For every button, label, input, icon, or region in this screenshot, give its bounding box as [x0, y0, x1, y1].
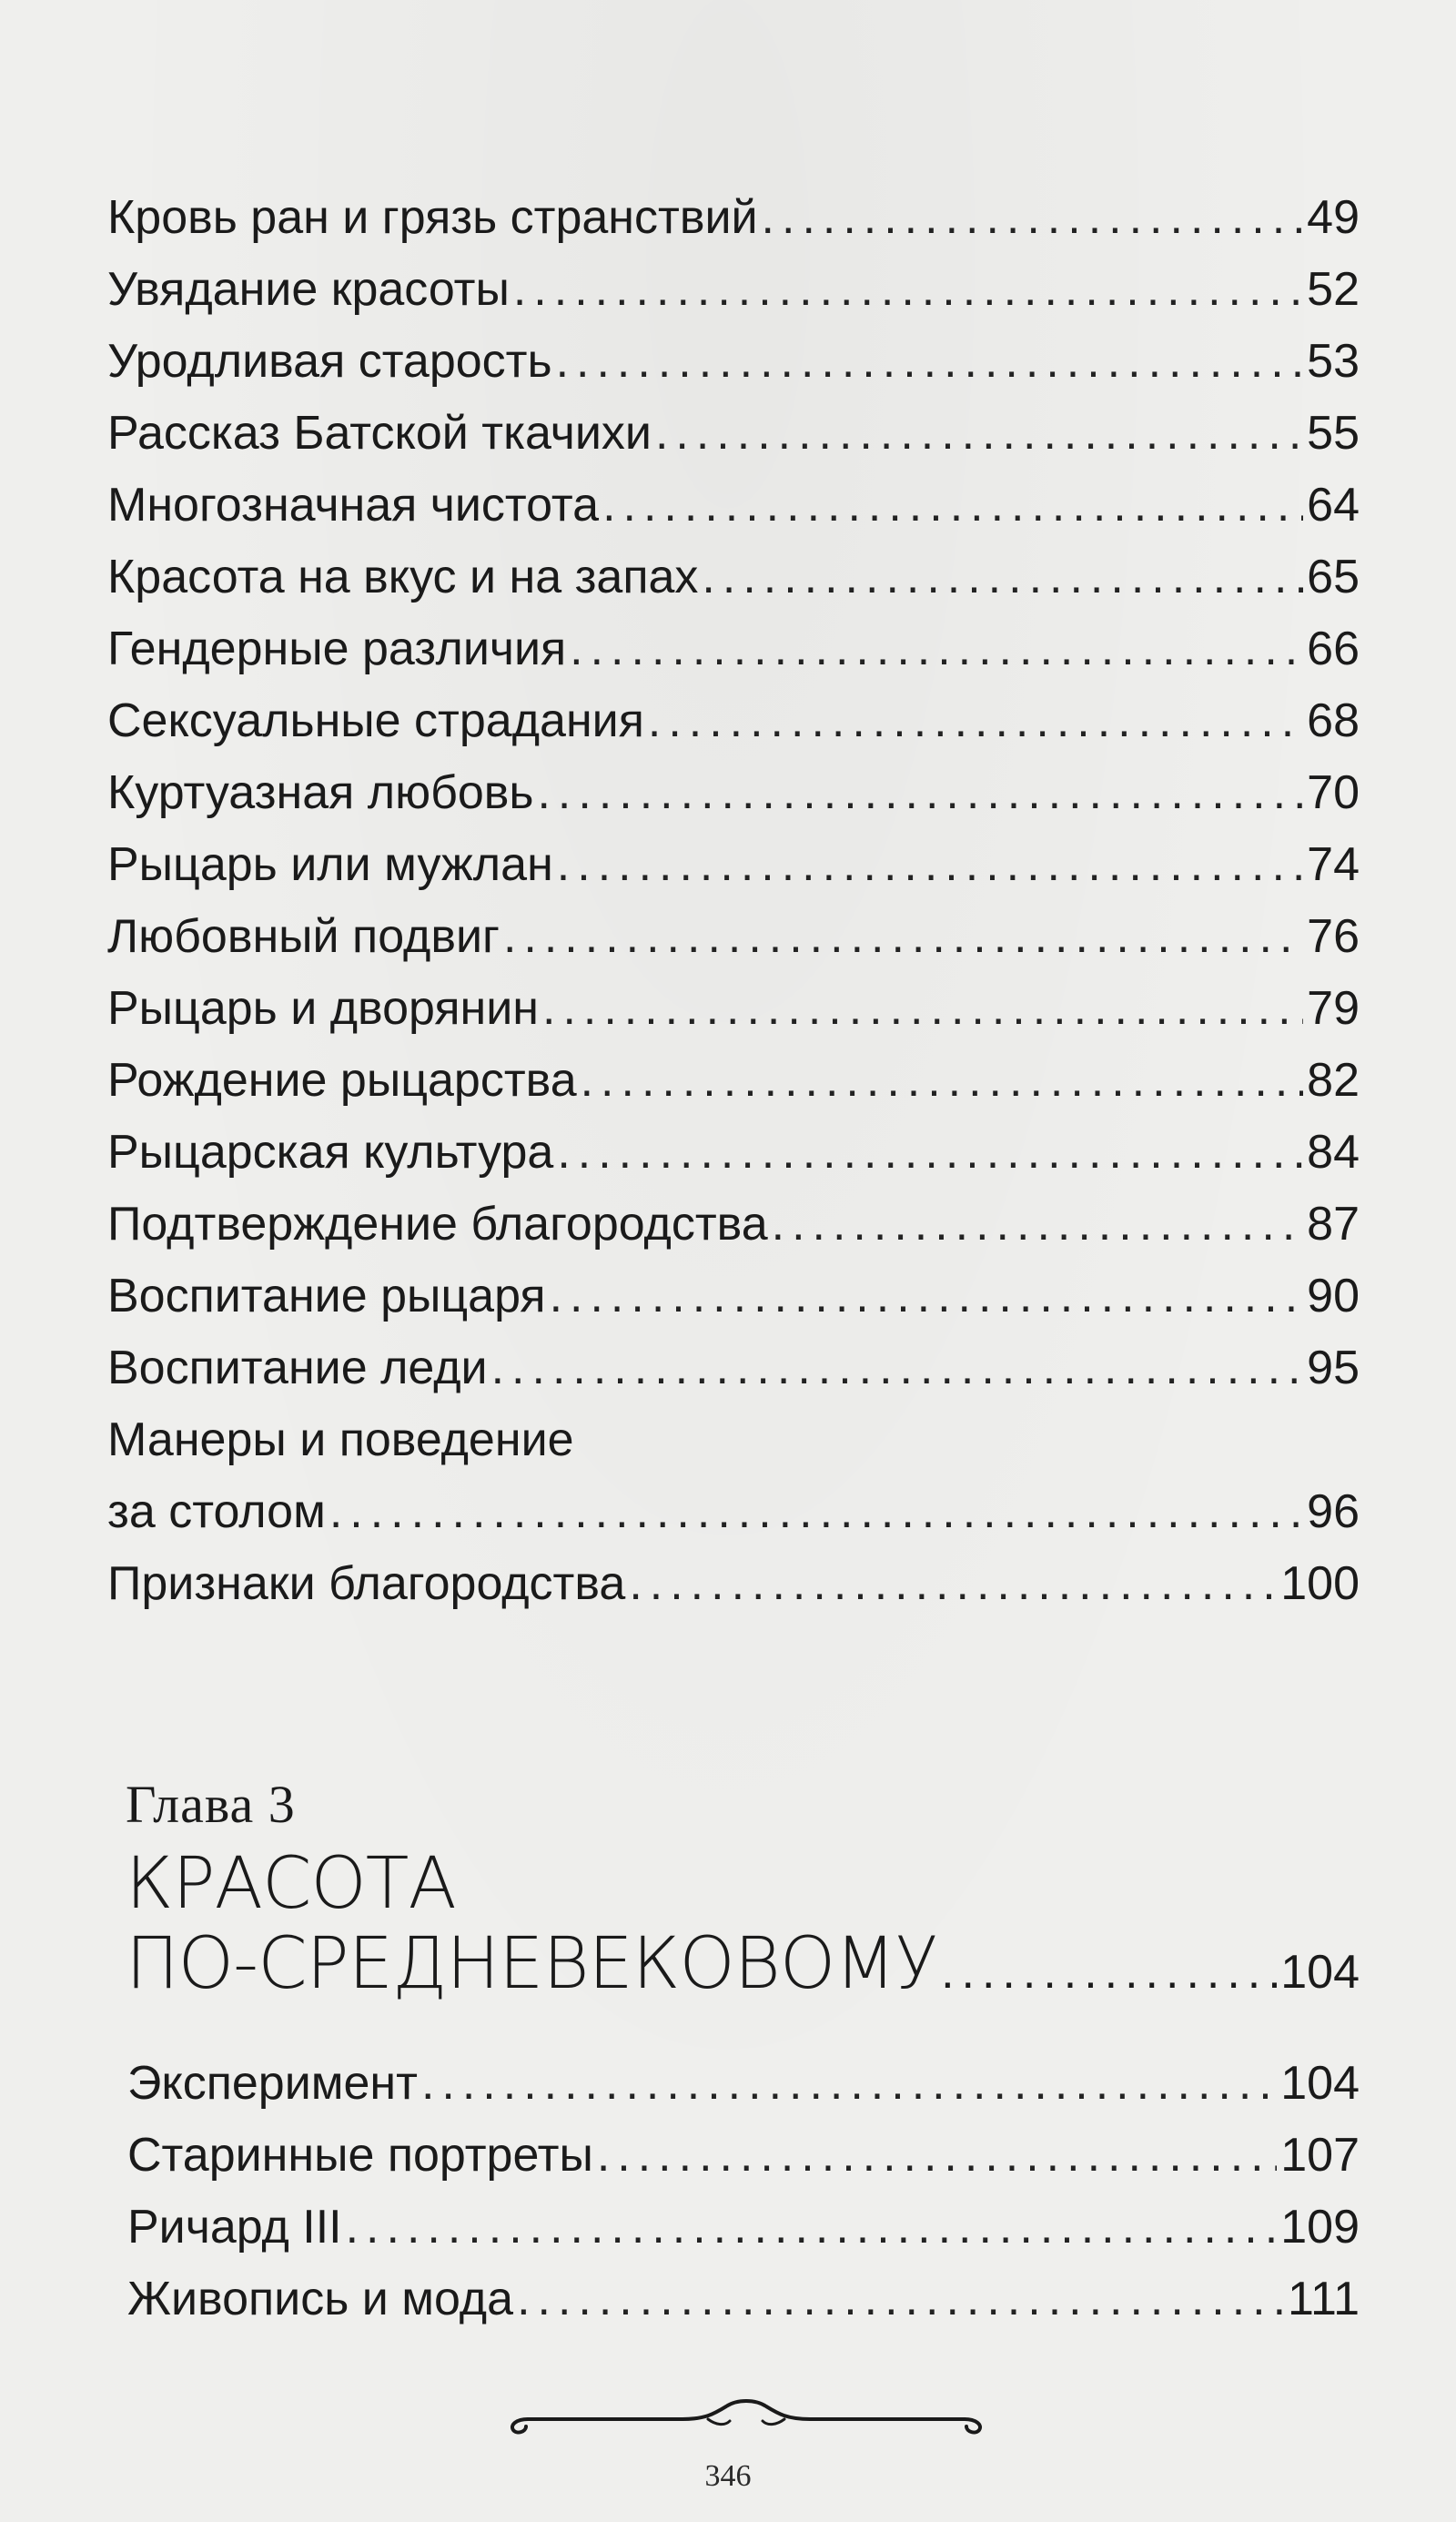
page-number: 346 — [704, 2459, 752, 2493]
toc-entry-title: Рассказ Батской ткачихи — [107, 407, 652, 460]
toc-entry-page: 66 — [1307, 623, 1360, 675]
chapter-page-number: 104 — [1280, 1946, 1360, 1999]
toc-entry — [107, 470, 1360, 542]
toc-entry-title: Увядание красоты — [107, 263, 510, 316]
dot-leader — [503, 901, 1303, 973]
toc-entry — [107, 829, 1360, 901]
dot-leader — [655, 398, 1303, 470]
dot-leader — [542, 973, 1303, 1045]
toc-entry-title: Эксперимент — [127, 2057, 418, 2110]
toc-entry-title: Рыцарская культура — [107, 1126, 554, 1179]
toc-entry-page: 55 — [1307, 407, 1360, 460]
toc-entry — [107, 973, 1360, 1045]
toc-entry — [127, 2264, 1360, 2335]
toc-entry — [107, 398, 1360, 470]
toc-entry-title: Старинные портреты — [127, 2129, 593, 2182]
toc-entry-page: 100 — [1280, 1557, 1360, 1610]
toc-entry-page: 52 — [1307, 263, 1360, 316]
toc-entry-title-line2: за столом — [107, 1485, 326, 1538]
toc-entry-title: Воспитание леди — [107, 1342, 488, 1394]
toc-entry-title: Рыцарь и дворянин — [107, 982, 539, 1035]
toc-entry-title: Рыцарь или мужлан — [107, 838, 553, 891]
toc-entry — [127, 2048, 1360, 2120]
ornament-divider — [500, 2394, 992, 2439]
dot-leader — [346, 2192, 1278, 2264]
dot-leader — [941, 1932, 1277, 2012]
toc-entry-title: Гендерные различия — [107, 623, 567, 675]
toc-entry — [107, 1261, 1360, 1332]
dot-leader — [648, 685, 1303, 757]
chapter-label: Глава 3 — [126, 1775, 296, 1834]
toc-entry-title: Признаки благородства — [107, 1557, 626, 1610]
toc-entry-page: 53 — [1307, 335, 1360, 388]
dot-leader — [556, 326, 1304, 398]
toc-entry — [107, 1548, 1360, 1620]
toc-entry-title: Живопись и мода — [127, 2273, 514, 2325]
chapter-title-line1: КРАСОТА — [126, 1843, 456, 1925]
toc-entry — [127, 2120, 1360, 2192]
toc-entry-title: Уродливая старость — [107, 335, 552, 388]
toc-upper-list — [107, 182, 1360, 1620]
toc-entry — [107, 326, 1360, 398]
toc-entry-title: Куртуазная любовь — [107, 766, 534, 819]
dot-leader — [772, 1189, 1304, 1261]
toc-entry-page: 109 — [1280, 2201, 1360, 2254]
toc-entry-title-line1: Манеры и поведение — [107, 1413, 574, 1466]
dot-leader — [581, 1045, 1304, 1117]
toc-entry-title: Воспитание рыцаря — [107, 1270, 546, 1322]
dot-leader — [513, 254, 1303, 326]
toc-entry-page: 76 — [1307, 910, 1360, 963]
toc-entry — [107, 757, 1360, 829]
toc-entry-page: 82 — [1307, 1054, 1360, 1107]
toc-entry-title: Сексуальные страдания — [107, 694, 644, 747]
toc-entry-title: Красота на вкус и на запах — [107, 551, 699, 603]
toc-entry-title: Кровь ран и грязь странствий — [107, 191, 758, 244]
toc-entry — [107, 182, 1360, 254]
dot-leader — [602, 470, 1303, 542]
toc-entry-title: Подтверждение благородства — [107, 1198, 768, 1251]
toc-entry-page: 84 — [1307, 1126, 1360, 1179]
toc-entry — [107, 613, 1360, 685]
dot-leader — [517, 2264, 1284, 2335]
toc-lower-list — [127, 2048, 1360, 2335]
toc-entry — [107, 254, 1360, 326]
toc-entry-page: 65 — [1307, 551, 1360, 603]
dot-leader — [329, 1476, 1303, 1548]
dot-leader — [629, 1548, 1277, 1620]
chapter-heading — [126, 1773, 1360, 2004]
dot-leader — [557, 1117, 1303, 1189]
toc-entry — [107, 1117, 1360, 1189]
toc-entry-title: Ричард III — [127, 2201, 342, 2254]
toc-entry-page: 90 — [1307, 1270, 1360, 1322]
dot-leader — [557, 829, 1303, 901]
toc-entry-page: 87 — [1307, 1198, 1360, 1251]
toc-entry-line2 — [107, 1476, 1360, 1548]
toc-entry-page: 74 — [1307, 838, 1360, 891]
toc-entry-title: Многозначная чистота — [107, 479, 600, 532]
toc-entry — [107, 1404, 1360, 1548]
toc-entry — [107, 685, 1360, 757]
chapter-title-line2: ПО-СРЕДНЕВЕКОВОМУ — [126, 1923, 938, 2005]
dot-leader — [570, 613, 1303, 685]
dot-leader — [597, 2120, 1277, 2192]
toc-entry-page: 68 — [1307, 694, 1360, 747]
toc-entry-page: 49 — [1307, 191, 1360, 244]
toc-entry-title: Любовный подвиг — [107, 910, 500, 963]
toc-entry — [107, 1045, 1360, 1117]
toc-entry — [107, 901, 1360, 973]
dot-leader — [491, 1332, 1304, 1404]
toc-entry-page: 96 — [1307, 1485, 1360, 1538]
toc-entry-page: 107 — [1280, 2129, 1360, 2182]
toc-entry-title: Рождение рыцарства — [107, 1054, 577, 1107]
toc-entry — [127, 2192, 1360, 2264]
toc-entry — [107, 1189, 1360, 1261]
toc-entry-page: 104 — [1280, 2057, 1360, 2110]
dot-leader — [702, 542, 1303, 613]
dot-leader — [762, 182, 1304, 254]
dot-leader — [421, 2048, 1277, 2120]
toc-entry — [107, 1332, 1360, 1404]
dot-leader — [537, 757, 1303, 829]
toc-entry — [107, 542, 1360, 613]
toc-entry-page: 111 — [1287, 2273, 1360, 2325]
dot-leader — [550, 1261, 1304, 1332]
toc-entry-page: 64 — [1307, 479, 1360, 532]
toc-entry-page: 79 — [1307, 982, 1360, 1035]
chapter-title-row — [126, 1924, 1360, 2004]
toc-entry-page: 70 — [1307, 766, 1360, 819]
toc-entry-page: 95 — [1307, 1342, 1360, 1394]
